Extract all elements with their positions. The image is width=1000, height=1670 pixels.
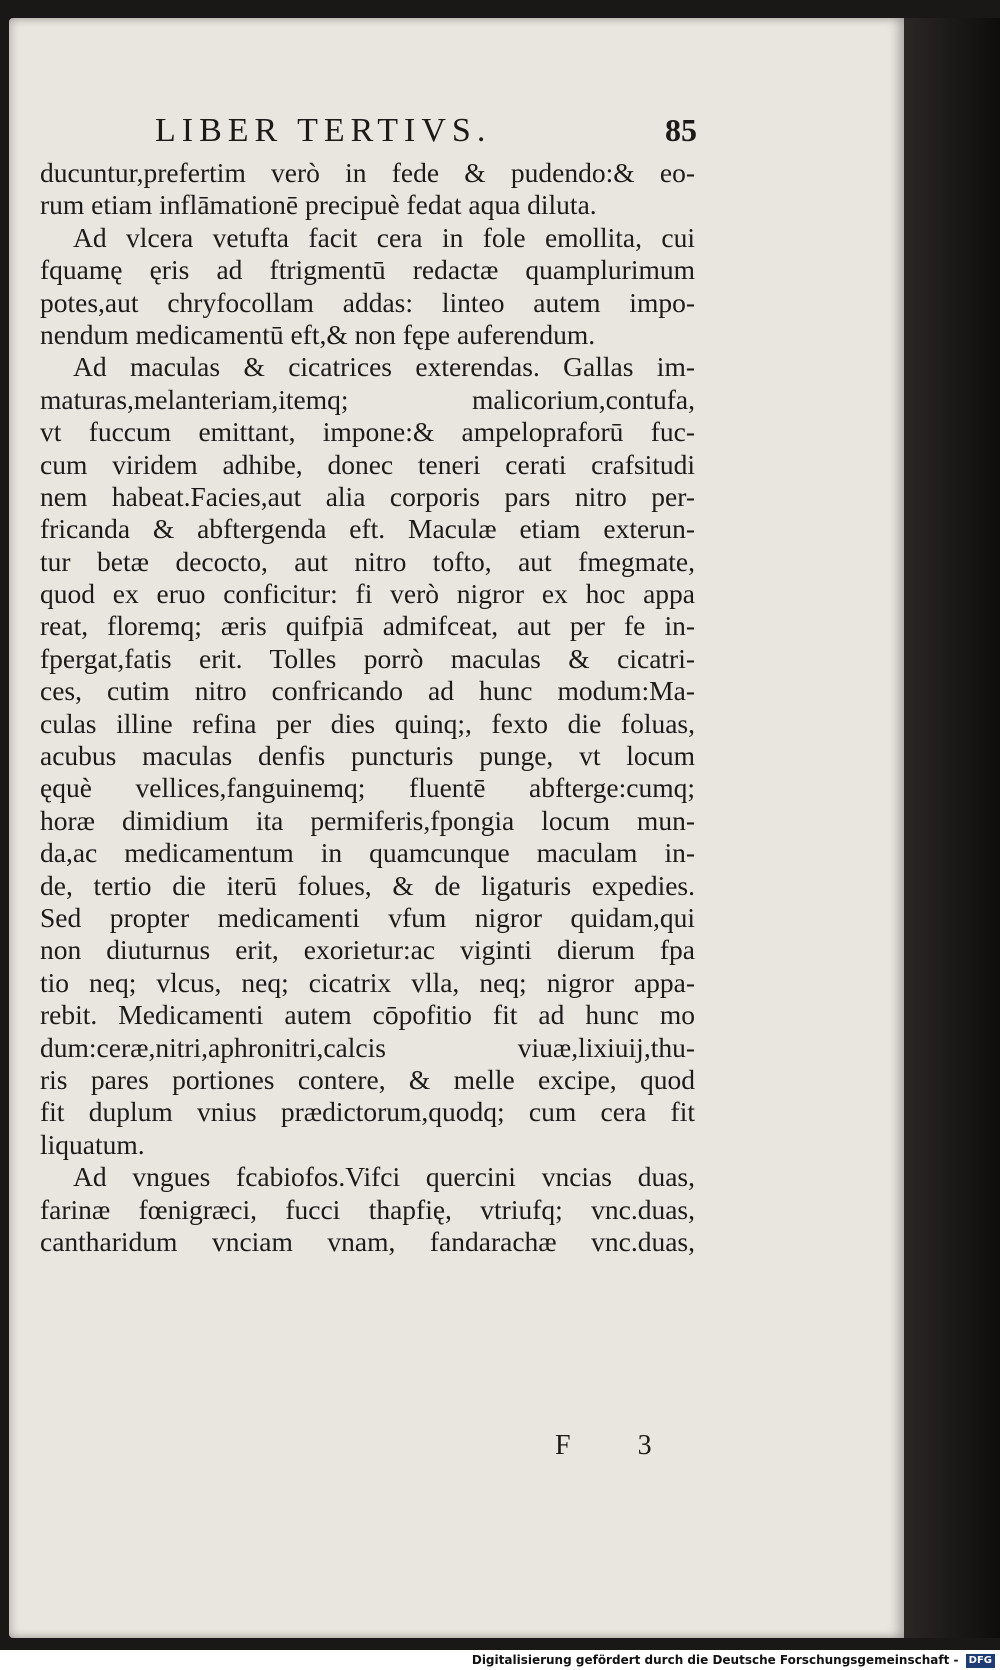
running-head: LIBER TERTIVS. — [155, 112, 492, 149]
text-line: fpergat,fatis erit. Tolles porrò maculas & cicatri- — [40, 642, 695, 674]
text-line: ducuntur,prefertim verò in fede & pudendo:& eo- — [40, 157, 695, 188]
text-line: Ad maculas & cicatrices exterendas. Gallas im- — [73, 351, 695, 383]
text-line: farinæ fœnigræci, fucci thapfię, vtriufq; vnc.duas, — [40, 1193, 695, 1225]
text-line: potes,aut chryfocollam addas: linteo autem impo- — [40, 286, 695, 318]
text-line: fquamę ęris ad ftrigmentū redactæ quamplurimum — [40, 254, 695, 286]
text-line: cum viridem adhibe, donec teneri cerati crafsitudi — [40, 448, 695, 480]
text-line: da,ac medicamentum in quamcunque maculam in- — [40, 837, 695, 869]
body-text — [40, 157, 695, 1258]
text-line: dum:ceræ,nitri,aphronitri,calcis viuæ,lixiuij,thu- — [40, 1031, 695, 1063]
text-line: acubus maculas denfis puncturis punge, vt locum — [40, 740, 695, 772]
text-line: Sed propter medicamenti vfum nigror quidam,qui — [40, 901, 695, 933]
signature-mark: F 3 — [555, 1430, 682, 1461]
text-line: ces, cutim nitro confricando ad hunc modum:Ma- — [40, 675, 695, 707]
text-line: fricanda & abftergenda eft. Maculæ etiam exterun- — [40, 513, 695, 545]
digitization-footer — [0, 1651, 995, 1670]
text-line: maturas,melanteriam,itemq; malicorium,contufa, — [40, 383, 695, 415]
text-line: tio neq; vlcus, neq; cicatrix vlla, neq; nigror appa- — [40, 966, 695, 998]
text-line: culas illine refina per dies quinq;, fexto die foluas, — [40, 707, 695, 739]
text-line: cantharidum vnciam vnam, fandarachæ vnc.duas, — [40, 1225, 695, 1257]
text-line: rum etiam inflāmationē precipuè fedat aqua diluta. — [40, 189, 597, 221]
text-line: ęquè vellices,fanguinemq; fluentē abfterge:cumq; — [40, 772, 695, 804]
page-number: 85 — [665, 112, 697, 148]
text-line: nem habeat.Facies,aut alia corporis pars nitro per- — [40, 480, 695, 512]
text-line: rebit. Medicamenti autem cōpofitio fit ad hunc mo — [40, 999, 695, 1031]
text-line: liquatum. — [40, 1128, 145, 1160]
text-line: horæ dimidium ita permiferis,fpongia locum mun- — [40, 804, 695, 836]
text-line: non diuturnus erit, exorietur:ac viginti dierum fpa — [40, 934, 695, 966]
text-line: reat, floremq; æris quifpiā admifceat, aut per fe in- — [40, 610, 695, 642]
footer-credit: Digitalisierung gefördert durch die Deutsche Forschungsgemeinschaft - — [471, 1653, 959, 1667]
text-line: vt fuccum emittant, impone:& ampelopraforū fuc- — [40, 416, 695, 448]
text-line: nendum medicamentū eft,& non fępe auferendum. — [40, 318, 596, 350]
text-line: tur betæ decocto, aut nitro tofto, aut fmegmate, — [40, 545, 695, 577]
text-line: Ad vlcera vetufta facit cera in fole emollita, cui — [73, 221, 695, 253]
text-line: quod ex eruo conficitur: fi verò nigror ex hoc appa — [40, 578, 695, 610]
text-line: de, tertio die iterū folues, & de ligaturis expedies. — [40, 869, 695, 901]
text-line: fit duplum vnius prædictorum,quodq; cum cera fit — [40, 1096, 695, 1128]
text-line: Ad vngues fcabiofos.Vifci quercini vncias duas, — [73, 1161, 695, 1193]
page-gutter-shadow — [904, 18, 1000, 1638]
text-line: ris pares portiones contere, & melle excipe, quod — [40, 1063, 695, 1095]
dfg-logo-icon: DFG — [966, 1654, 995, 1668]
